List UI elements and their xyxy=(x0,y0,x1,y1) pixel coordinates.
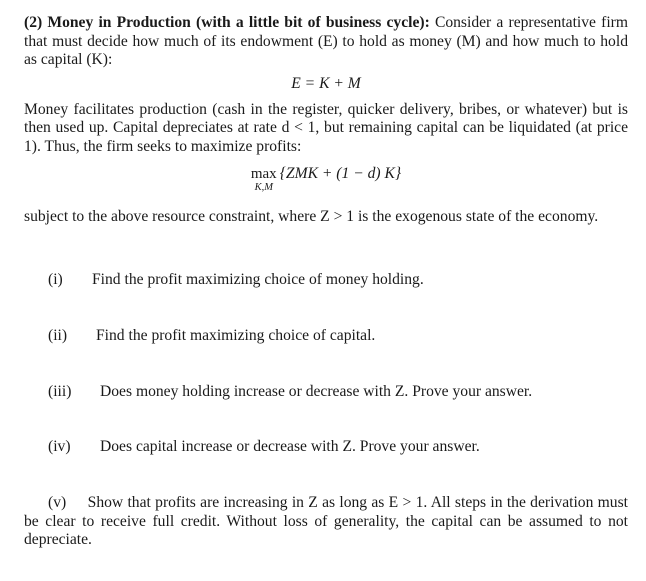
question-number: (iv) xyxy=(48,438,71,455)
max-operator: max xyxy=(250,166,277,182)
objective-equation xyxy=(24,166,628,198)
question-number: (i) xyxy=(48,271,63,288)
question-number: (v) xyxy=(48,494,67,511)
subject-paragraph: subject to the above resource constraint, where Z > 1 is the exogenous state of the economy. xyxy=(24,208,599,225)
question-text: Find the profit maximizing choice of money holding. xyxy=(92,271,424,288)
question-number: (iii) xyxy=(48,383,72,400)
constraint-equation: E = K + M xyxy=(291,74,361,92)
money-paragraph: Money facilitates production (cash in the register, quicker delivery, bribes, or whatever) but is then used up. Capital depreciates at rate d < 1, but remaining capital can be liquidated (at price 1). Thus, the firm seeks to maximize profits: xyxy=(24,100,628,155)
question-text: Find the profit maximizing choice of capital. xyxy=(96,327,376,344)
problem-heading: (2) Money in Production (with a little bit of business cycle): xyxy=(24,14,430,31)
problem-page xyxy=(24,14,628,227)
question-ii xyxy=(48,327,375,345)
max-subscript: K,M xyxy=(254,182,273,193)
max-operator-block xyxy=(251,166,277,193)
question-i xyxy=(48,271,424,289)
question-text: Show that profits are increasing in Z as long as E > 1. All steps in the derivation must be clear to receive full credit. Without loss of generality, the capital can be assumed to not depreciate. xyxy=(24,494,628,548)
intro-text: Consider a representative firm that must decide how much of its endowment (E) to hold as money (M) and how much to hold as capital (K): xyxy=(24,14,628,68)
objective-expression: {ZMK + (1 − d) K} xyxy=(279,165,402,182)
question-text: Does capital increase or decrease with Z. Prove your answer. xyxy=(100,438,480,455)
question-text: Does money holding increase or decrease with Z. Prove your answer. xyxy=(100,383,533,400)
question-iii xyxy=(48,383,532,401)
question-iv xyxy=(48,438,480,456)
question-v xyxy=(24,494,628,550)
question-number: (ii) xyxy=(48,327,68,344)
problem-intro xyxy=(24,14,628,70)
